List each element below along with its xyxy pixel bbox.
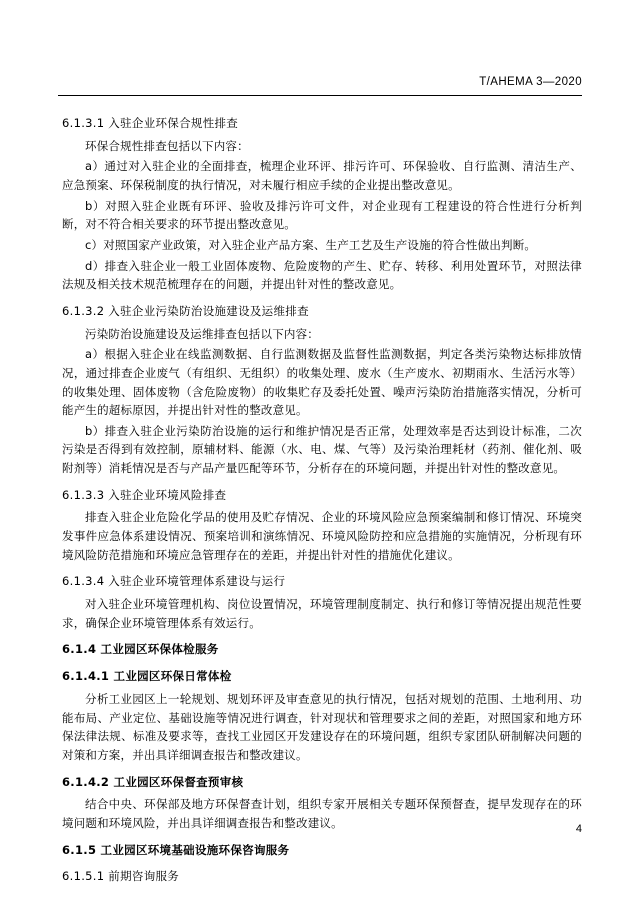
section-paragraph: 排查入驻企业危险化学品的使用及贮存情况、企业的环境风险应急预案编制和修订情况、环境突发事件应急体系建设情况、预案培训和演练情况、环境风险防控和应急措施的实施情况，分析现有环境风险防范措施和环境应急管理存在的差距，并提出针对性的措施优化建议。 xyxy=(62,510,582,562)
section-paragraph: a）根据入驻企业在线监测数据、自行监测数据及监督性监测数据，判定各类污染物达标排放情况，通过排查企业废气（有组织、无组织）的收集处理、废水（生产废水、初期雨水、生活污水等）的收集处理、固体废物（含危险废物）的收集贮存及委托处置、噪声污染防治措施落实情况，分析可能产生的超标原因，并提出针对性的整改意见。 xyxy=(62,347,582,418)
section-paragraph: d）排查入驻企业一般工业固体废物、危险废物的产生、贮存、转移、利用处置环节，对照法律法规及相关技术规范梳理存在的问题，并提出针对性的整改意见。 xyxy=(62,258,582,292)
section-paragraph: 污染防治设施建设及运维排查包括以下内容： xyxy=(85,326,319,341)
section-heading: 6.1.4.2 工业园区环保督查预审核 xyxy=(62,774,244,789)
section-heading: 6.1.3.4 入驻企业环境管理体系建设与运行 xyxy=(62,574,286,589)
page-number: 4 xyxy=(575,823,582,835)
section-paragraph: b）对照入驻企业既有环评、验收及排污许可文件，对企业现有工程建设的符合性进行分析判断，对不符合相关要求的环节提出整改意见。 xyxy=(62,198,582,232)
section-paragraph: 结合中央、环保部及地方环保督查计划，组织专家开展相关专题环保预督查，提早发现存在的环境问题和环境风险，并出具详细调查报告和整改建议。 xyxy=(62,797,582,830)
section-heading: 6.1.4.1 工业园区环保日常体检 xyxy=(62,669,232,684)
page-header-standard-code: T/AHEMA 3—2020 xyxy=(479,76,582,88)
section-heading: 6.1.4 工业园区环保体检服务 xyxy=(62,642,219,657)
section-paragraph: a）通过对入驻企业的全面排查，梳理企业环评、排污许可、环保验收、自行监测、清洁生产、应急预案、环保税制度的执行情况，对未履行相应手续的企业提出整改意见。 xyxy=(62,159,582,193)
section-paragraph: 对入驻企业环境管理机构、岗位设置情况，环境管理制度制定、执行和修订等情况提出规范性要求，确保企业环境管理体系有效运行。 xyxy=(62,597,582,630)
section-paragraph: 分析工业园区上一轮规划、规划环评及审查意见的执行情况，包括对规划的范围、土地利用、功能布局、产业定位、基础设施等情况进行调查，针对现状和管理要求之间的差距，对照国家和地方环保法律法规、标准及要求等，查找工业园区开发建设存在的环境问题，组织专家团队研制解决问题的对策和方案，并出具详细调查报告和整改建议。 xyxy=(62,692,582,762)
section-heading: 6.1.5 工业园区环境基础设施环保咨询服务 xyxy=(62,842,290,857)
header-divider xyxy=(58,95,582,96)
section-paragraph: b）排查入驻企业污染防治设施的运行和维护情况是否正常，处理效率是否达到设计标准，二次污染是否得到有效控制，原辅材料、能源（水、电、煤、气等）及污染治理耗材（药剂、催化剂、吸附剂等）消耗情况是否与产品产量匹配等环节，分析存在的环境问题，并提出针对性的整改意见。 xyxy=(62,423,582,475)
section-paragraph: 环保合规性排查包括以下内容： xyxy=(85,138,249,153)
section-paragraph: c）对照国家产业政策，对入驻企业产品方案、生产工艺及生产设施的符合性做出判断。 xyxy=(85,237,537,252)
section-heading: 6.1.5.1 前期咨询服务 xyxy=(62,869,180,884)
section-heading: 6.1.3.1 入驻企业环保合规性排查 xyxy=(62,116,239,130)
section-heading: 6.1.3.3 入驻企业环境风险排查 xyxy=(62,487,227,502)
document-body xyxy=(62,106,582,890)
section-heading: 6.1.3.2 入驻企业污染防治设施建设及运维排查 xyxy=(62,303,309,318)
